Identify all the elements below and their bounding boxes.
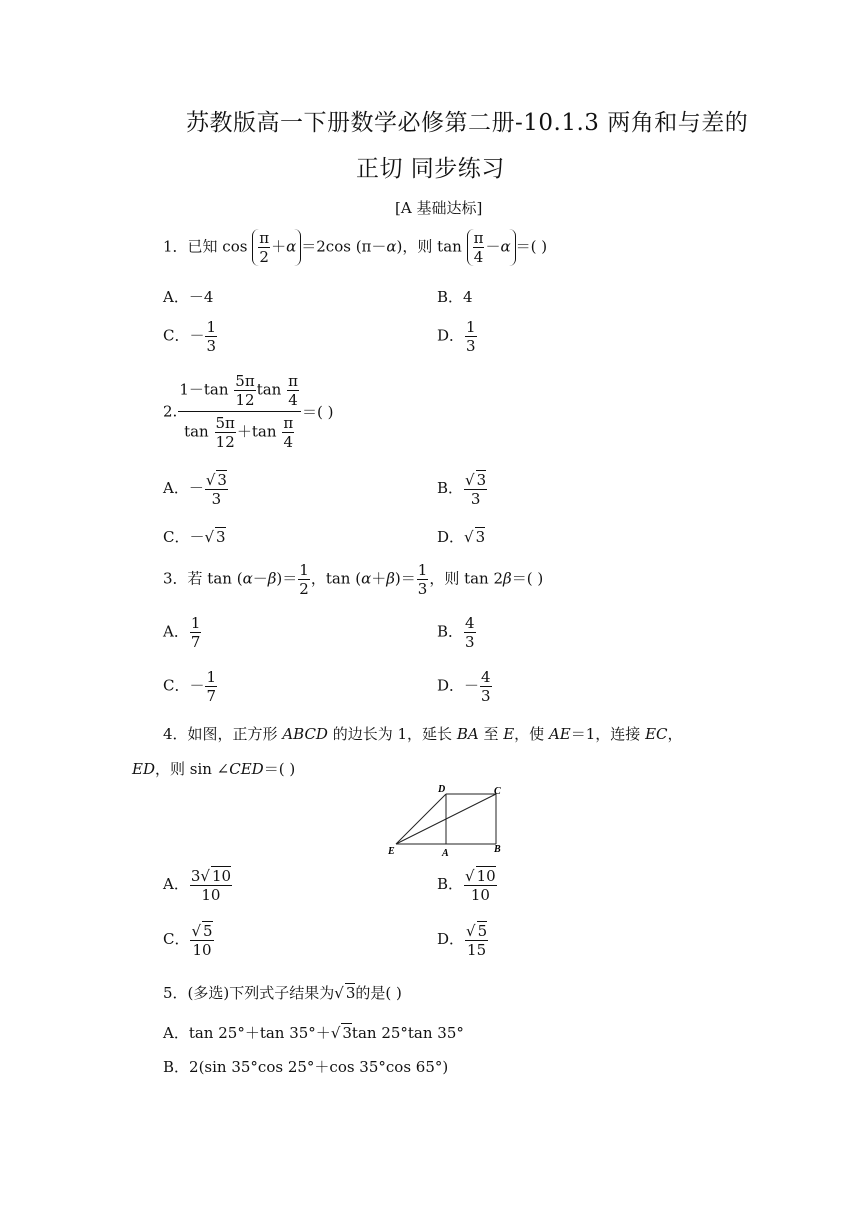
question-1: 1．已知 cos $\frac{\pi}{2}$ ＋α ＝2cos (π－α)，则 tan $\frac{\pi}{4}$ －α ＝( ): [163, 229, 548, 266]
fig-label-b: B: [494, 844, 501, 855]
q4-option-d: D． $\frac{√ 5}{15}$: [437, 922, 488, 959]
q4-option-a: A． $\frac{3√ 10}{10}$: [163, 867, 232, 904]
page-title-line2: 正切 同步练习: [356, 156, 505, 182]
q4-option-b: B． $\frac{√ 10}{10}$: [437, 867, 496, 904]
q1-option-c: C．－ $\frac{1}{3}$: [163, 318, 217, 355]
fig-label-c: C: [494, 786, 501, 797]
q4-figure-square-diagram: [386, 782, 512, 858]
q3-option-b: B． $\frac{4}{3}$: [437, 614, 475, 651]
fig-label-a: A: [442, 848, 449, 858]
q5-option-b: B．2(sin 35°cos 25°＋cos 35°cos 65°): [163, 1058, 449, 1076]
q3-option-d: D．－ $\frac{4}{3}$: [437, 668, 491, 705]
q2-big-fraction: 1－tan $\frac{5\pi}{12}$ tan $\frac{\pi}{4}$ tan $\frac{5\pi}{12}$ ＋tan $\frac{\pi}{4}$: [178, 372, 301, 451]
q1-paren-1: $\frac{\pi}{2}$ ＋α: [252, 229, 301, 266]
q2-option-d: D．√ 3: [437, 528, 486, 546]
q1-option-b: B．4: [437, 288, 473, 306]
q5-option-a: A．tan 25°＋tan 35°＋√ 3tan 25°tan 35°: [163, 1024, 464, 1042]
page-title-line1: 苏教版高一下册数学必修第二册-10.1.3 两角和与差的: [186, 110, 749, 136]
question-5: 5．(多选)下列式子结果为√ 3的是( ): [163, 984, 402, 1002]
q3-option-a: A． $\frac{1}{7}$: [163, 614, 201, 651]
question-3: 3．若 tan (α－β)＝ $\frac{1}{2}$ ，tan (α＋β)＝ $\frac{1}{3}$ ，则 tan 2β＝( ): [163, 561, 544, 598]
q1-option-a: A．－4: [163, 288, 214, 306]
q4-option-c: C． $\frac{√ 5}{10}$: [163, 922, 213, 959]
q3-option-c: C．－ $\frac{1}{7}$: [163, 668, 217, 705]
section-label: [A 基础达标]: [395, 199, 483, 217]
question-4-line2: ED，则 sin ∠CED＝( ): [132, 760, 296, 778]
q2-number: 2.: [163, 402, 178, 421]
q2-option-a: A．－ $\frac{√ 3}{3}$: [163, 471, 227, 508]
fig-label-d: D: [438, 784, 446, 795]
q1-paren-2: $\frac{\pi}{4}$ －α: [467, 229, 516, 266]
fig-line-ed: [396, 794, 446, 844]
q2-option-b: B． $\frac{√ 3}{3}$: [437, 471, 487, 508]
q1-frac-pi-over-2: $\frac{\pi}{2}$: [259, 229, 270, 266]
question-2: 2. 1－tan $\frac{5\pi}{12}$ tan $\frac{\pi}{4}$ tan $\frac{5\pi}{12}$ ＋tan $\frac{\pi}{4}$ ＝( ): [163, 372, 334, 451]
q1-option-d: D． $\frac{1}{3}$: [437, 318, 476, 355]
question-4-line1: 4．如图，正方形 ABCD 的边长为 1，延长 BA 至 E，使 AE＝1，连接 EC，: [163, 725, 683, 743]
fig-label-e: E: [388, 846, 395, 857]
q1-stem: 1．已知 cos: [163, 237, 248, 256]
q2-option-c: C．－√ 3: [163, 528, 226, 546]
q1-frac-pi-over-4: $\frac{\pi}{4}$: [473, 229, 484, 266]
